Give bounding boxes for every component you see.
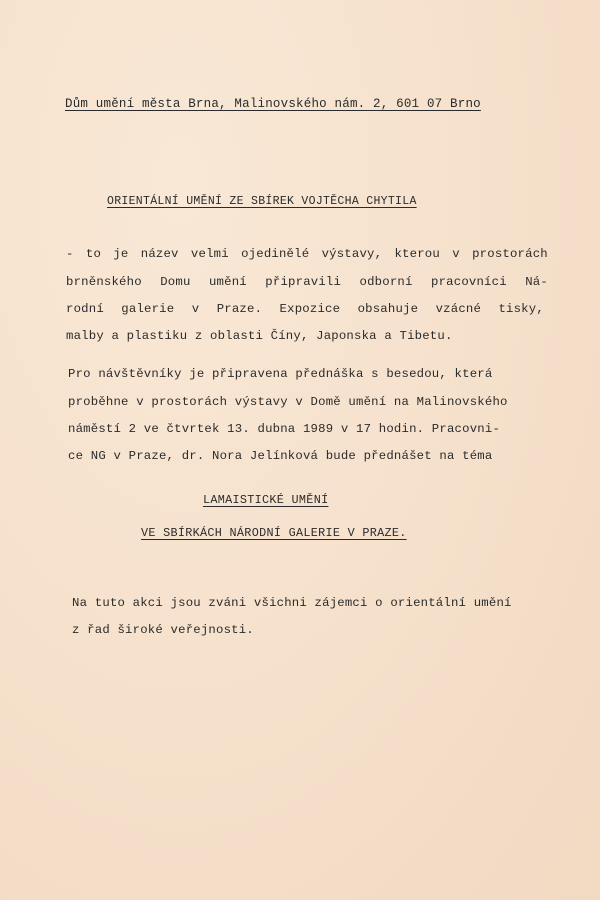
exhibition-title: ORIENTÁLNÍ UMĚNÍ ZE SBÍREK VOJTĚCHA CHYTILA — [107, 195, 417, 208]
paragraph-2-line-3: náměstí 2 ve čtvrtek 13. dubna 1989 v 17 hodin. Pracovni- — [68, 422, 501, 436]
paragraph-3-line-2: z řad široké veřejnosti. — [72, 623, 254, 637]
lecture-title-line-2: VE SBÍRKÁCH NÁRODNÍ GALERIE V PRAZE. — [141, 526, 407, 540]
paragraph-1-line-1: - to je název velmi ojedinělé výstavy, kterou v prostorách — [66, 247, 548, 261]
paragraph-2-line-2: proběhne v prostorách výstavy v Domě umění na Malinovského — [68, 395, 508, 409]
paragraph-1-line-4: malby a plastiku z oblasti Číny, Japonska a Tibetu. — [66, 329, 453, 343]
paragraph-1-line-2: brněnského Domu umění připravili odborní pracovníci Ná- — [66, 275, 548, 289]
paragraph-3-line-1: Na tuto akci jsou zváni všichni zájemci o orientální umění — [72, 596, 512, 610]
paragraph-2-line-4: ce NG v Praze, dr. Nora Jelínková bude přednášet na téma — [68, 449, 493, 463]
paragraph-1-line-3: rodní galerie v Praze. Expozice obsahuje vzácné tisky, — [66, 302, 544, 316]
lecture-title-line-1: LAMAISTICKÉ UMĚNÍ — [203, 493, 329, 507]
paragraph-2-line-1: Pro návštěvníky je připravena přednáška s besedou, která — [68, 367, 493, 381]
letterhead: Dům umění města Brna, Malinovského nám. 2, 601 07 Brno — [65, 97, 481, 111]
